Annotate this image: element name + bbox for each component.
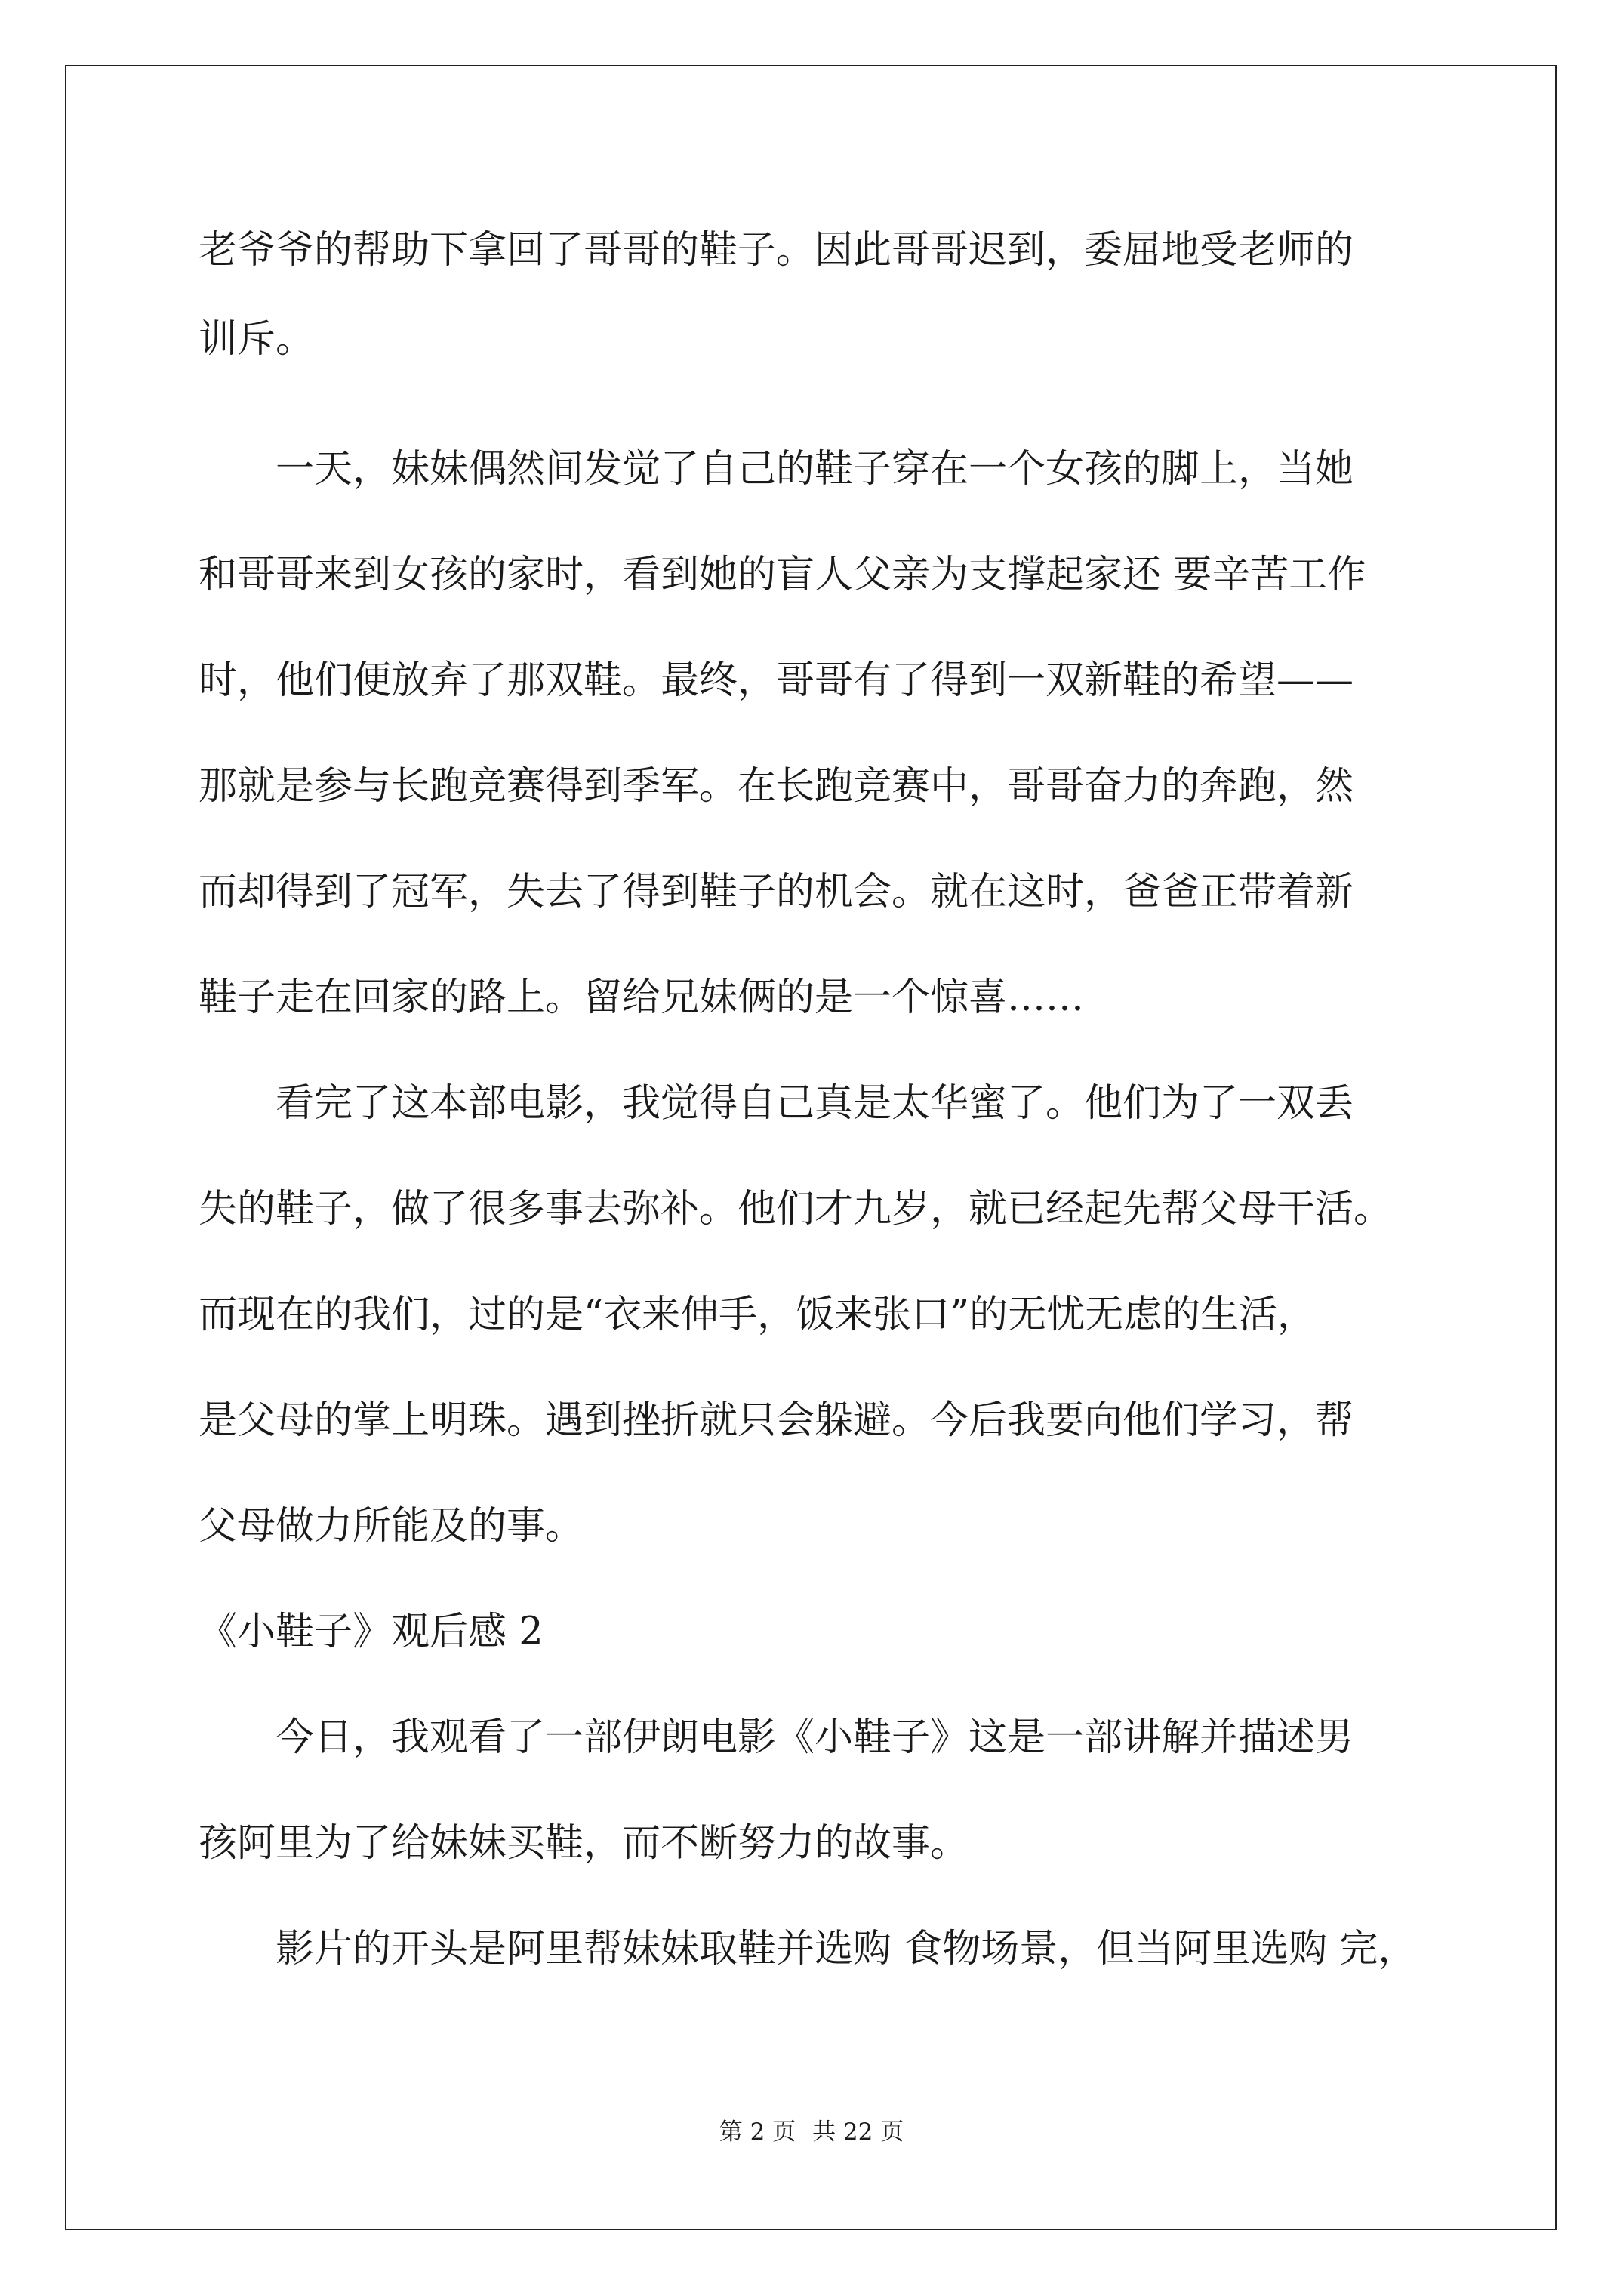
text-line: 是父母的掌上明珠。遇到挫折就只会躲避。今后我要向他们学习，帮 xyxy=(199,1398,1354,1443)
text-line: 父母做力所能及的事。 xyxy=(199,1504,584,1549)
text-line: 而却得到了冠军，失去了得到鞋子的机会。就在这时，爸爸正带着新 xyxy=(199,870,1354,914)
text-line: 孩阿里为了给妹妹买鞋，而不断努力的故事。 xyxy=(199,1821,969,1866)
page-border xyxy=(65,65,1557,2230)
page-footer xyxy=(0,2117,1623,2147)
text-line: 老爷爷的帮助下拿回了哥哥的鞋子。因此哥哥迟到，委屈地受老师的 xyxy=(199,228,1354,273)
section-heading: 《小鞋子》观后感 2 xyxy=(199,1610,544,1654)
paragraph-start: 影片的开头是阿里帮妹妹取鞋并选购 食物场景，但当阿里选购 完， xyxy=(276,1927,1417,1971)
text-line: 和哥哥来到女孩的家时，看到她的盲人父亲为支撑起家还 要辛苦工作 xyxy=(199,553,1366,597)
text-line: 鞋子走在回家的路上。留给兄妹俩的是一个惊喜…… xyxy=(199,975,1085,1020)
paragraph-start: 看完了这本部电影，我觉得自己真是太华蜜了。他们为了一双丢 xyxy=(276,1081,1354,1126)
text-line: 而现在的我们，过的是“衣来伸手，饭来张口”的无忧无虑的生活， xyxy=(199,1293,1317,1337)
paragraph-start: 一天，妹妹偶然间发觉了自己的鞋子穿在一个女孩的脚上，当她 xyxy=(276,447,1354,492)
text-line: 失的鞋子，做了很多事去弥补。他们才九岁，就已经起先帮父母干活。 xyxy=(199,1187,1393,1231)
text-line: 训斥。 xyxy=(199,317,315,362)
page-number: 第 2 页 xyxy=(719,2119,796,2146)
page-total: 共 22 页 xyxy=(812,2119,904,2146)
text-line: 时，他们便放弃了那双鞋。最终，哥哥有了得到一双新鞋的希望—— xyxy=(199,658,1354,703)
text-line: 那就是参与长跑竞赛得到季军。在长跑竞赛中，哥哥奋力的奔跑，然 xyxy=(199,764,1354,809)
paragraph-start: 今日，我观看了一部伊朗电影《小鞋子》这是一部讲解并描述男 xyxy=(276,1715,1354,1760)
